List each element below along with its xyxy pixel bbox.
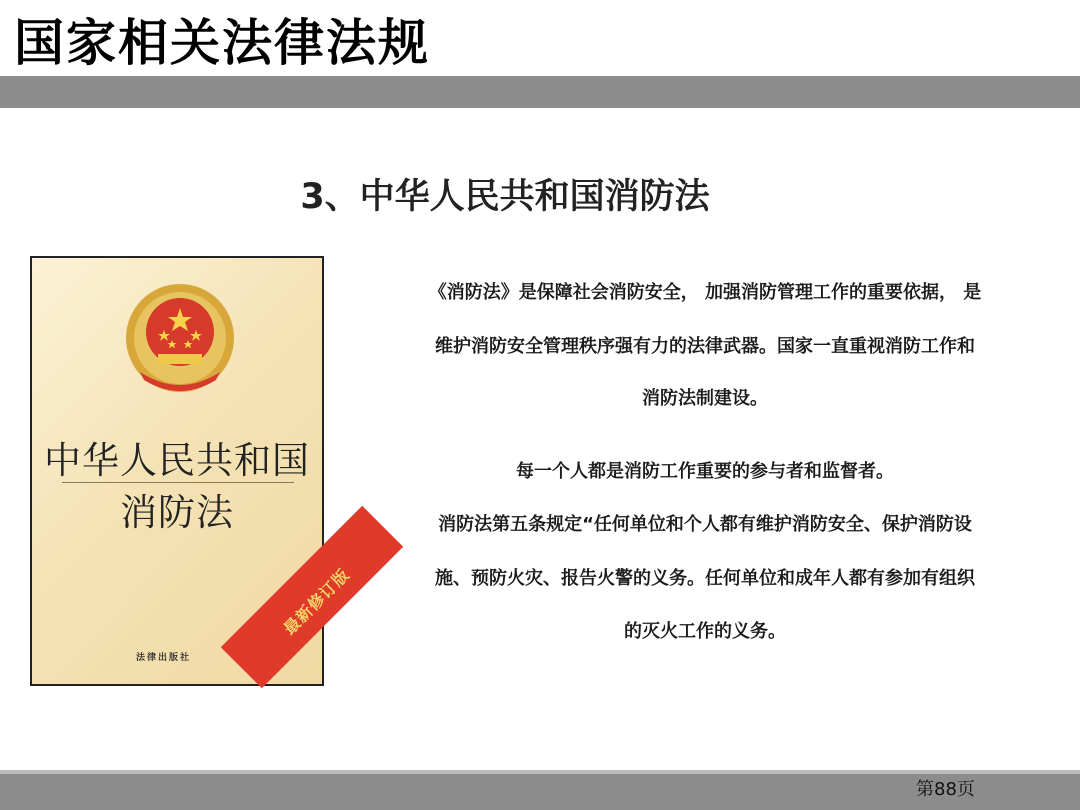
cover-title-line2: 消防法	[120, 491, 234, 534]
section-heading: 3、中华人民共和国消防法	[300, 177, 710, 217]
cover-title-line1: 中华人民共和国	[44, 439, 310, 482]
national-emblem-icon	[120, 280, 240, 400]
paragraph2-line1: 每一个人都是消防工作重要的参与者和监督者。	[516, 461, 894, 482]
paragraph1-line2: 维护消防安全管理秩序强有力的法律武器。国家一直重视消防工作和	[435, 336, 975, 357]
book-cover-image	[30, 256, 354, 686]
page-number: 第88页	[916, 779, 975, 800]
paragraph2-line3: 施、预防火灾、报告火警的义务。任何单位和成年人都有参加有组织	[435, 568, 975, 589]
paragraph1-line1: 《消防法》是保障社会消防安全， 加强消防管理工作的重要依据， 是	[428, 282, 982, 303]
page-title: 国家相关法律法规	[14, 14, 430, 72]
edition-ribbon-text: 最新修订版	[279, 564, 354, 639]
header-bar	[0, 76, 1080, 108]
paragraph2-line2: 消防法第五条规定“任何单位和个人都有维护消防安全、保护消防设	[438, 514, 972, 535]
publisher-label: 法律出版社	[136, 653, 192, 663]
paragraph2-line4: 的灭火工作的义务。	[624, 621, 786, 642]
paragraph1-line3: 消防法制建设。	[642, 388, 768, 409]
